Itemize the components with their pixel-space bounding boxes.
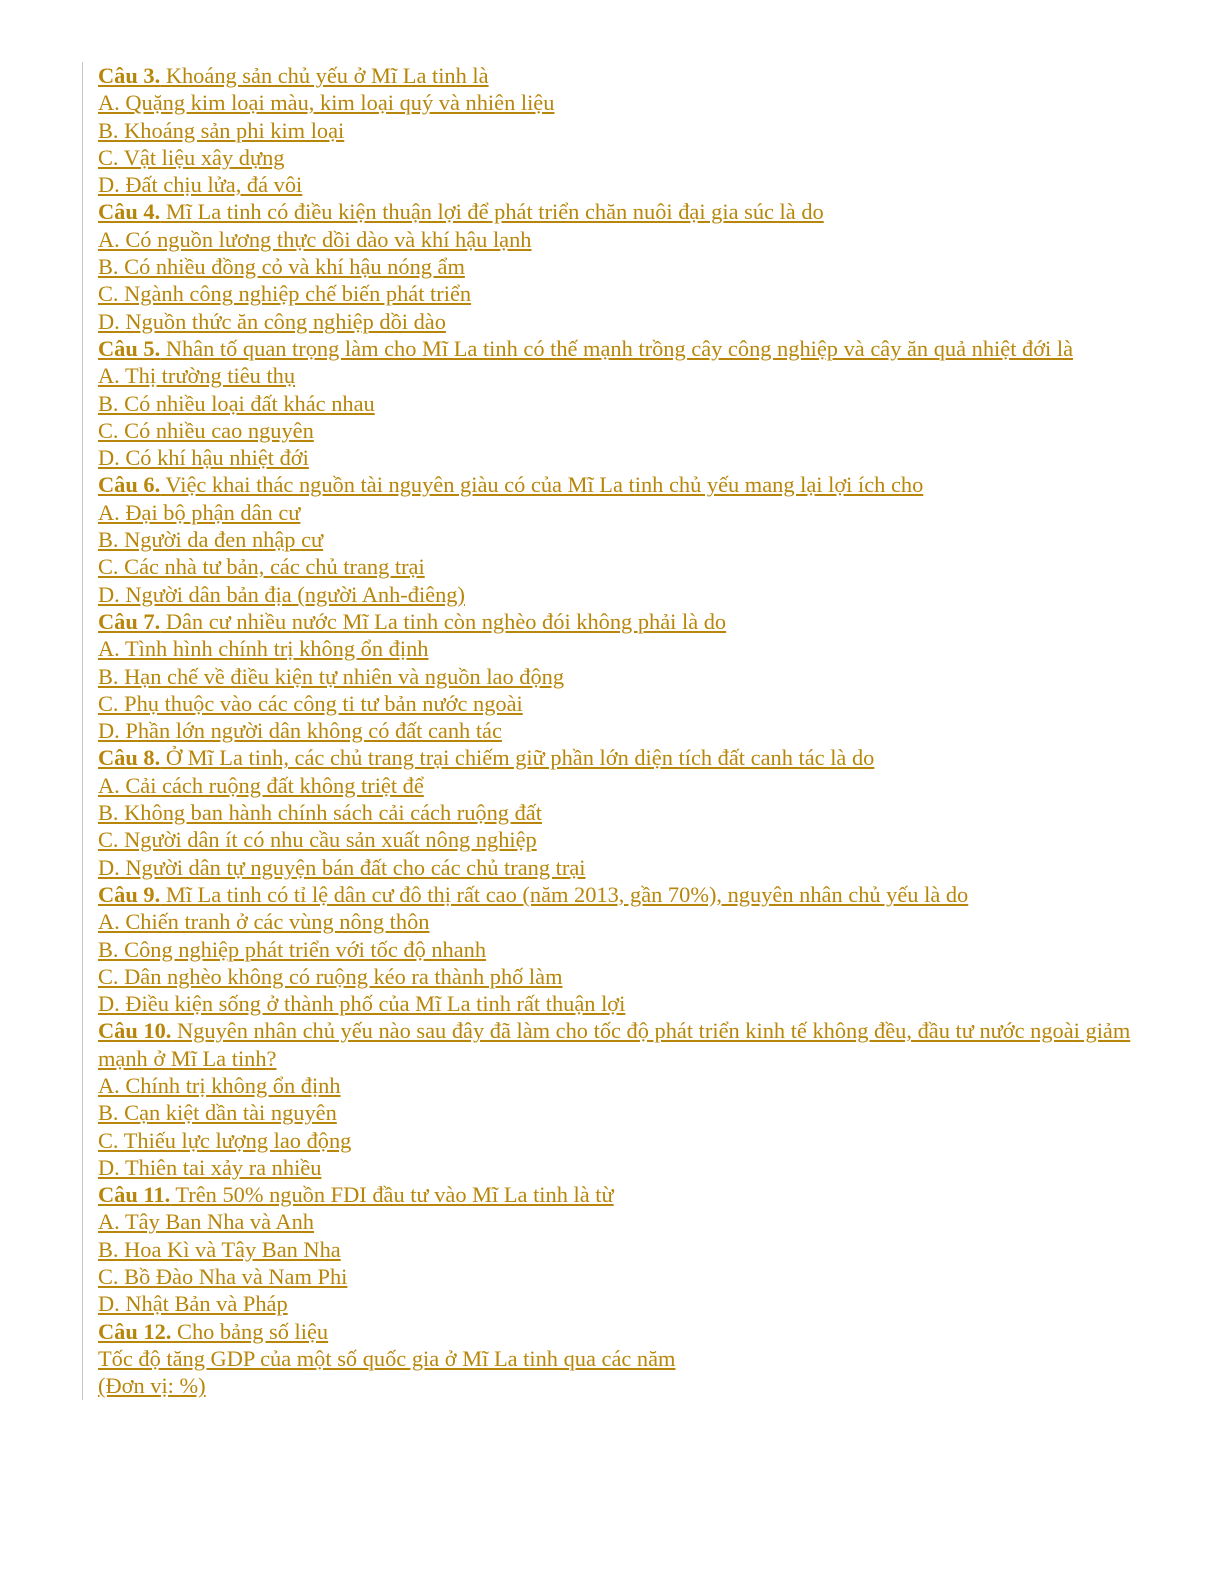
question-5[interactable]	[98, 335, 1178, 362]
question-7[interactable]	[98, 608, 1178, 635]
question-8[interactable]	[98, 744, 1178, 771]
question-12[interactable]	[98, 1318, 1178, 1345]
option-c[interactable]: C. Ngành công nghiệp chế biến phát triển	[98, 281, 472, 307]
option-d[interactable]: D. Nhật Bản và Pháp	[98, 1291, 288, 1317]
question-label: Câu 7.	[98, 608, 161, 634]
option-b[interactable]: B. Có nhiều đồng cỏ và khí hậu nóng ẩm	[98, 254, 465, 280]
question-3[interactable]	[98, 62, 1178, 89]
question-4[interactable]	[98, 198, 1178, 225]
question-9[interactable]	[98, 881, 1178, 908]
question-text: Nhân tố quan trọng làm cho Mĩ La tinh có thế mạnh trồng cây công nghiệp và cây ăn quả nhiệt đới là	[160, 335, 1074, 361]
option-b[interactable]: B. Công nghiệp phát triển với tốc độ nhanh	[98, 936, 487, 962]
unit-note[interactable]: (Đơn vị: %)	[98, 1373, 206, 1399]
question-text: Nguyên nhân chủ yếu nào sau đây đã làm cho tốc độ phát triển kinh tế không đều, đầu tư nước ngoài giảm mạnh ở Mĩ La tinh?	[98, 1018, 1131, 1071]
question-text: Dân cư nhiều nước Mĩ La tinh còn nghèo đói không phải là do	[160, 608, 727, 634]
document-page	[82, 62, 1178, 1400]
question-10[interactable]	[98, 1017, 1158, 1072]
option-c[interactable]: C. Thiếu lực lượng lao động	[98, 1127, 352, 1153]
option-b[interactable]: B. Có nhiều loại đất khác nhau	[98, 390, 375, 416]
option-a[interactable]: A. Quặng kim loại màu, kim loại quý và nhiên liệu	[98, 90, 555, 116]
option-c[interactable]: C. Các nhà tư bản, các chủ trang trại	[98, 554, 425, 580]
option-d[interactable]: D. Người dân bản địa (người Anh-điêng)	[98, 581, 465, 607]
question-text: Cho bảng số liệu	[171, 1318, 329, 1344]
option-d[interactable]: D. Điều kiện sống ở thành phố của Mĩ La tinh rất thuận lợi	[98, 991, 626, 1017]
option-d[interactable]: D. Đất chịu lửa, đá vôi	[98, 172, 303, 198]
question-label: Câu 9.	[98, 881, 161, 907]
question-text: Trên 50% nguồn FDI đầu tư vào Mĩ La tinh là từ	[170, 1182, 614, 1208]
option-d[interactable]: D. Thiên tai xảy ra nhiều	[98, 1154, 322, 1180]
option-a[interactable]: A. Chính trị không ổn định	[98, 1072, 341, 1098]
option-a[interactable]: A. Tình hình chính trị không ổn định	[98, 636, 429, 662]
option-c[interactable]: C. Dân nghèo không có ruộng kéo ra thành phố làm	[98, 963, 563, 989]
option-c[interactable]: C. Phụ thuộc vào các công ti tư bản nước ngoài	[98, 690, 523, 716]
question-label: Câu 12.	[98, 1318, 172, 1344]
option-d[interactable]: D. Nguồn thức ăn công nghiệp dồi dào	[98, 308, 446, 334]
option-d[interactable]: D. Phần lớn người dân không có đất canh tác	[98, 718, 502, 744]
option-c[interactable]: C. Vật liệu xây dựng	[98, 144, 285, 170]
option-d[interactable]: D. Có khí hậu nhiệt đới	[98, 445, 309, 471]
question-text: Ở Mĩ La tinh, các chủ trang trại chiếm giữ phần lớn diện tích đất canh tác là do	[160, 745, 875, 771]
question-text: Mĩ La tinh có tỉ lệ dân cư đô thị rất cao (năm 2013, gần 70%), nguyên nhân chủ yếu là do	[160, 881, 969, 907]
option-b[interactable]: B. Người da đen nhập cư	[98, 527, 324, 553]
question-label: Câu 4.	[98, 199, 161, 225]
option-c[interactable]: C. Có nhiều cao nguyên	[98, 417, 314, 443]
option-b[interactable]: B. Không ban hành chính sách cải cách ruộng đất	[98, 800, 542, 826]
option-a[interactable]: A. Cải cách ruộng đất không triệt để	[98, 772, 424, 798]
option-a[interactable]: A. Tây Ban Nha và Anh	[98, 1209, 314, 1235]
option-a[interactable]: A. Thị trường tiêu thụ	[98, 363, 296, 389]
option-a[interactable]: A. Chiến tranh ở các vùng nông thôn	[98, 909, 430, 935]
option-b[interactable]: B. Cạn kiệt dần tài nguyên	[98, 1100, 337, 1126]
option-b[interactable]: B. Hoa Kì và Tây Ban Nha	[98, 1236, 341, 1262]
option-a[interactable]: A. Đại bộ phận dân cư	[98, 499, 301, 525]
question-label: Câu 10.	[98, 1018, 172, 1044]
question-6[interactable]	[98, 471, 1178, 498]
option-b[interactable]: B. Hạn chế về điều kiện tự nhiên và nguồn lao động	[98, 663, 565, 689]
option-c[interactable]: C. Người dân ít có nhu cầu sản xuất nông nghiệp	[98, 827, 537, 853]
question-text: Mĩ La tinh có điều kiện thuận lợi để phát triển chăn nuôi đại gia súc là do	[160, 199, 824, 225]
question-label: Câu 3.	[98, 63, 161, 88]
option-c[interactable]: C. Bồ Đào Nha và Nam Phi	[98, 1264, 348, 1290]
question-label: Câu 8.	[98, 745, 161, 771]
question-text: Khoáng sản chủ yếu ở Mĩ La tinh là	[160, 63, 489, 88]
question-text: Việc khai thác nguồn tài nguyên giàu có của Mĩ La tinh chủ yếu mang lại lợi ích cho	[160, 472, 924, 498]
option-b[interactable]: B. Khoáng sản phi kim loại	[98, 117, 345, 143]
option-a[interactable]: A. Có nguồn lương thực dồi dào và khí hậu lạnh	[98, 226, 532, 252]
question-label: Câu 11.	[98, 1182, 171, 1208]
question-label: Câu 5.	[98, 335, 161, 361]
option-d[interactable]: D. Người dân tự nguyện bán đất cho các chủ trang trại	[98, 854, 586, 880]
question-label: Câu 6.	[98, 472, 161, 498]
table-caption[interactable]: Tốc độ tăng GDP của một số quốc gia ở Mĩ La tinh qua các năm	[98, 1345, 676, 1371]
question-11[interactable]	[98, 1181, 1178, 1208]
